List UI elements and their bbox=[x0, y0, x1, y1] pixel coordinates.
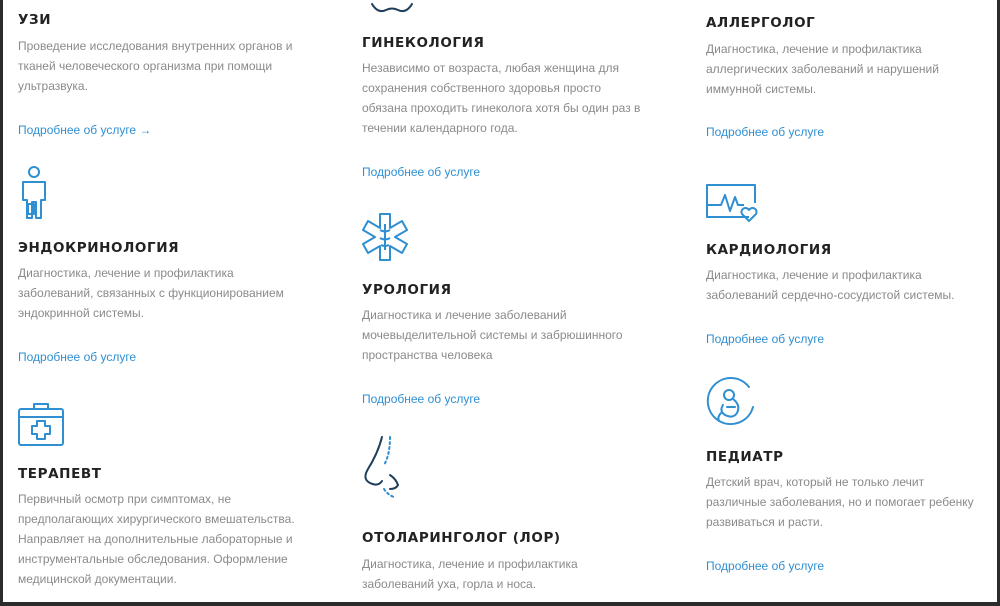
service-more-link[interactable]: Подробнее об услуге → bbox=[18, 123, 152, 137]
service-more-link[interactable]: Подробнее об услуге bbox=[18, 350, 137, 364]
service-description: Диагностика, лечение и профилактика заболеваний уха, горла и носа. bbox=[362, 557, 578, 591]
service-description: Диагностика и лечение заболеваний мочевыделительной системы и забрюшинного пространства человека bbox=[362, 308, 623, 362]
service-description: Проведение исследования внутренних органов и тканей человеческого организма при помощи ультразвука. bbox=[18, 39, 293, 93]
service-more-link[interactable]: Подробнее об услуге bbox=[706, 125, 825, 139]
embryo-icon bbox=[705, 377, 757, 429]
service-more-link[interactable]: Подробнее об услуге bbox=[706, 559, 825, 573]
heart-monitor-icon bbox=[705, 183, 761, 223]
gynecology-icon bbox=[368, 0, 416, 16]
service-more-link[interactable]: Подробнее об услуге bbox=[706, 332, 825, 346]
service-description: Первичный осмотр при симптомах, не предполагающих хирургического вмешательства. Направляет на дополнительные лабораторные и инструментальные обследования. Оформление медицинской документации. bbox=[18, 492, 295, 586]
nose-icon bbox=[360, 435, 406, 499]
service-title: ТЕРАПЕВТ bbox=[18, 466, 102, 482]
service-title: ПЕДИАТР bbox=[706, 449, 784, 465]
service-title: ЭНДОКРИНОЛОГИЯ bbox=[18, 240, 180, 256]
service-description: Независимо от возраста, любая женщина для сохранения собственного здоровья просто обязана проходить гинеколога хотя бы один раз в течении календарного года. bbox=[362, 61, 641, 135]
service-title: УРОЛОГИЯ bbox=[362, 282, 452, 298]
person-icon bbox=[17, 166, 51, 222]
first-aid-kit-icon bbox=[17, 401, 65, 447]
service-description: Детский врач, который не только лечит различные заболевания, но и помогает ребенку развиваться и расти. bbox=[706, 475, 974, 529]
service-title: АЛЛЕРГОЛОГ bbox=[706, 15, 816, 31]
service-description: Диагностика, лечение и профилактика аллергических заболеваний и нарушений иммунной системы. bbox=[706, 42, 939, 96]
service-more-link[interactable]: Подробнее об услуге bbox=[362, 165, 481, 179]
service-description: Диагностика, лечение и профилактика заболеваний сердечно-сосудистой системы. bbox=[706, 268, 955, 302]
medical-star-icon bbox=[360, 212, 410, 262]
service-title: УЗИ bbox=[18, 12, 52, 28]
service-title: ГИНЕКОЛОГИЯ bbox=[362, 35, 485, 51]
service-title: КАРДИОЛОГИЯ bbox=[706, 242, 832, 258]
service-more-link[interactable]: Подробнее об услуге bbox=[362, 392, 481, 406]
service-description: Диагностика, лечение и профилактика заболеваний, связанных с функционированием эндокринной системы. bbox=[18, 266, 284, 320]
service-title: ОТОЛАРИНГОЛОГ (ЛОР) bbox=[362, 530, 561, 546]
